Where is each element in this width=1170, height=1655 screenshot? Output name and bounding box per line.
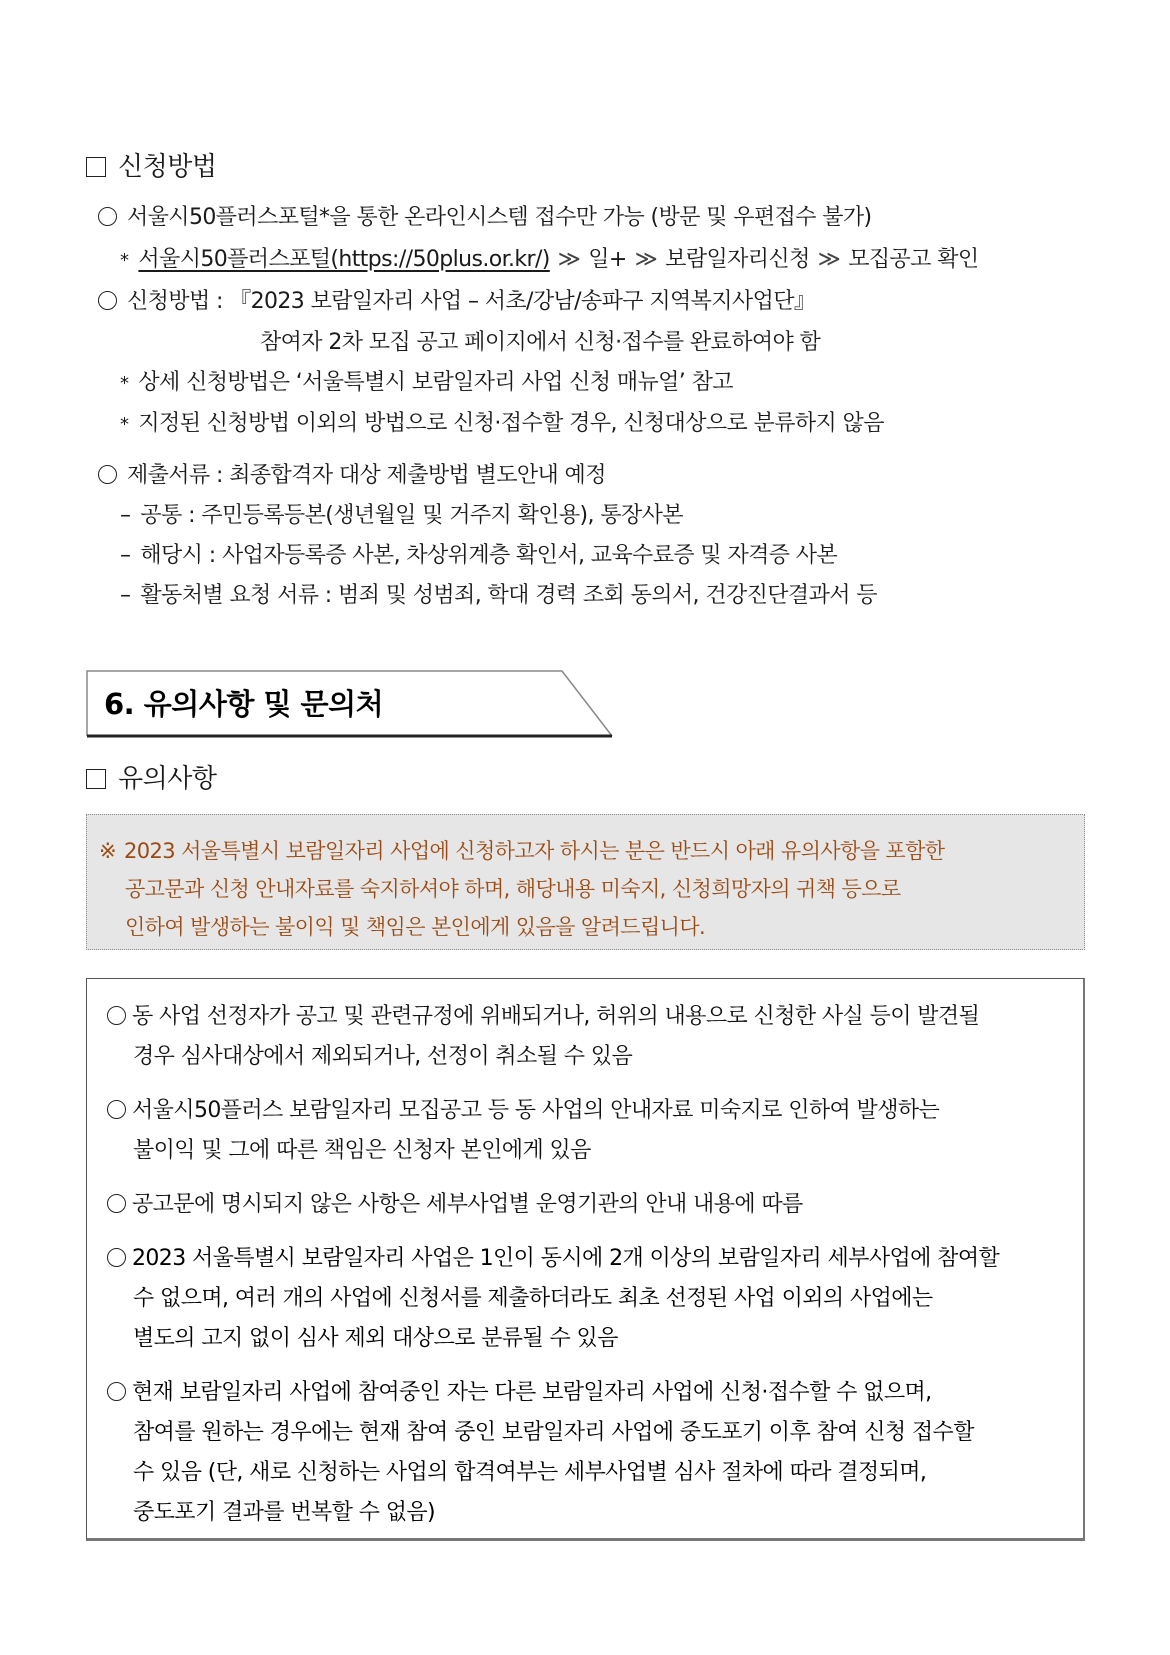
notice-box	[86, 978, 1085, 1541]
item-text: 상세 신청방법은 ‘서울특별시 보람일자리 사업 신청 매뉴얼’ 참고	[138, 370, 733, 395]
documents-per-site	[120, 578, 877, 609]
notice-text: 현재 보람일자리 사업에 참여중인 자는 다른 보람일자리 사업에 신청·접수할 수 없으며,	[132, 1380, 932, 1405]
dash-bullet-icon: –	[120, 583, 131, 608]
method-item-how	[98, 284, 815, 315]
circle-bullet-icon	[98, 291, 117, 310]
warning-text: 2023 서울특별시 보람일자리 사업에 신청하고자 하시는 분은 반드시 아래 유의사항을 포함한	[124, 839, 945, 863]
heading-text: 신청방법	[118, 152, 217, 182]
section-6-header	[86, 670, 612, 736]
notice-3-line-1	[107, 1187, 803, 1218]
path-step-2: 보람일자리신청	[665, 247, 810, 272]
reference-mark-icon: ※	[99, 839, 116, 863]
asterisk-bullet-icon: *	[120, 373, 129, 394]
heading-text: 유의사항	[118, 764, 217, 794]
warning-box	[86, 814, 1085, 950]
asterisk-bullet-icon: *	[120, 250, 129, 271]
path-step-3: 모집공고 확인	[848, 247, 979, 272]
method-note-other-methods	[120, 406, 884, 437]
circle-bullet-icon	[107, 1006, 126, 1025]
section-heading-notes	[86, 758, 216, 795]
double-arrow-icon: ≫	[817, 247, 841, 272]
notice-2-line-1	[107, 1093, 939, 1124]
circle-bullet-icon	[98, 207, 117, 226]
warning-line-1	[99, 835, 945, 865]
notice-1-line-2: 경우 심사대상에서 제외되거나, 선정이 취소될 수 있음	[133, 1044, 633, 1069]
asterisk-bullet-icon: *	[120, 414, 129, 435]
portal-link[interactable]: 서울시50플러스포털(https://50plus.or.kr/)	[138, 247, 550, 272]
notice-text: 서울시50플러스 보람일자리 모집공고 등 동 사업의 안내자료 미숙지로 인하여 발생하는	[132, 1098, 940, 1123]
item-text: 신청방법 : 『2023 보람일자리 사업 – 서초/강남/송파구 지역복지사업단』	[127, 289, 816, 314]
method-item-how-continuation: 참여자 2차 모집 공고 페이지에서 신청·접수를 완료하여야 함	[260, 330, 821, 355]
circle-bullet-icon	[107, 1382, 126, 1401]
section-title: 6. 유의사항 및 문의처	[104, 687, 384, 721]
method-note-manual	[120, 365, 733, 396]
notice-text: 2023 서울특별시 보람일자리 사업은 1인이 동시에 2개 이상의 보람일자리 세부사업에 참여할	[132, 1246, 1000, 1271]
circle-bullet-icon	[107, 1100, 126, 1119]
warning-line-3: 인하여 발생하는 불이익 및 책임은 본인에게 있음을 알려드립니다.	[125, 915, 706, 939]
square-bullet-icon	[86, 769, 106, 789]
notice-text: 동 사업 선정자가 공고 및 관련규정에 위배되거나, 허위의 내용으로 신청한 사실 등이 발견될	[132, 1004, 980, 1029]
item-text: 서울시50플러스포털*을 통한 온라인시스템 접수만 가능 (방문 및 우편접수 불가)	[127, 205, 872, 230]
method-item-portal-path	[120, 242, 979, 273]
square-bullet-icon	[86, 157, 106, 177]
notice-5-line-4: 중도포기 결과를 번복할 수 없음)	[133, 1500, 436, 1525]
double-arrow-icon: ≫	[634, 247, 658, 272]
notice-5-line-1	[107, 1375, 932, 1406]
notice-4-line-2: 수 없으며, 여러 개의 사업에 신청서를 제출하더라도 최초 선정된 사업 이외의 사업에는	[133, 1286, 933, 1311]
notice-5-line-3: 수 있음 (단, 새로 신청하는 사업의 합격여부는 세부사업별 심사 절차에 따라 결정되며,	[133, 1460, 927, 1485]
dash-bullet-icon: –	[120, 503, 131, 528]
item-text: 해당시 : 사업자등록증 사본, 차상위계층 확인서, 교육수료증 및 자격증 사본	[140, 543, 838, 568]
item-text: 제출서류 : 최종합격자 대상 제출방법 별도안내 예정	[127, 463, 606, 488]
method-item-online	[98, 200, 872, 231]
circle-bullet-icon	[107, 1248, 126, 1267]
path-step-1: 일+	[588, 247, 627, 272]
item-text: 지정된 신청방법 이외의 방법으로 신청·접수할 경우, 신청대상으로 분류하지 않음	[138, 411, 884, 436]
documents-if-applicable	[120, 538, 837, 569]
method-item-documents	[98, 458, 606, 489]
circle-bullet-icon	[98, 465, 117, 484]
notice-2-line-2: 불이익 및 그에 따른 책임은 신청자 본인에게 있음	[133, 1138, 591, 1163]
dash-bullet-icon: –	[120, 543, 131, 568]
documents-common	[120, 498, 683, 529]
notice-4-line-1	[107, 1241, 999, 1272]
section-heading-method	[86, 146, 216, 183]
item-text: 공통 : 주민등록등본(생년월일 및 거주지 확인용), 통장사본	[140, 503, 683, 528]
notice-5-line-2: 참여를 원하는 경우에는 현재 참여 중인 보람일자리 사업에 중도포기 이후 참여 신청 접수할	[133, 1420, 974, 1445]
double-arrow-icon: ≫	[557, 247, 581, 272]
item-text: 활동처별 요청 서류 : 범죄 및 성범죄, 학대 경력 조회 동의서, 건강진단결과서 등	[140, 583, 877, 608]
notice-1-line-1	[107, 999, 979, 1030]
warning-line-2: 공고문과 신청 안내자료를 숙지하셔야 하며, 해당내용 미숙지, 신청희망자의 귀책 등으로	[125, 877, 901, 901]
circle-bullet-icon	[107, 1194, 126, 1213]
notice-4-line-3: 별도의 고지 없이 심사 제외 대상으로 분류될 수 있음	[133, 1326, 618, 1351]
notice-text: 공고문에 명시되지 않은 사항은 세부사업별 운영기관의 안내 내용에 따름	[132, 1192, 803, 1217]
